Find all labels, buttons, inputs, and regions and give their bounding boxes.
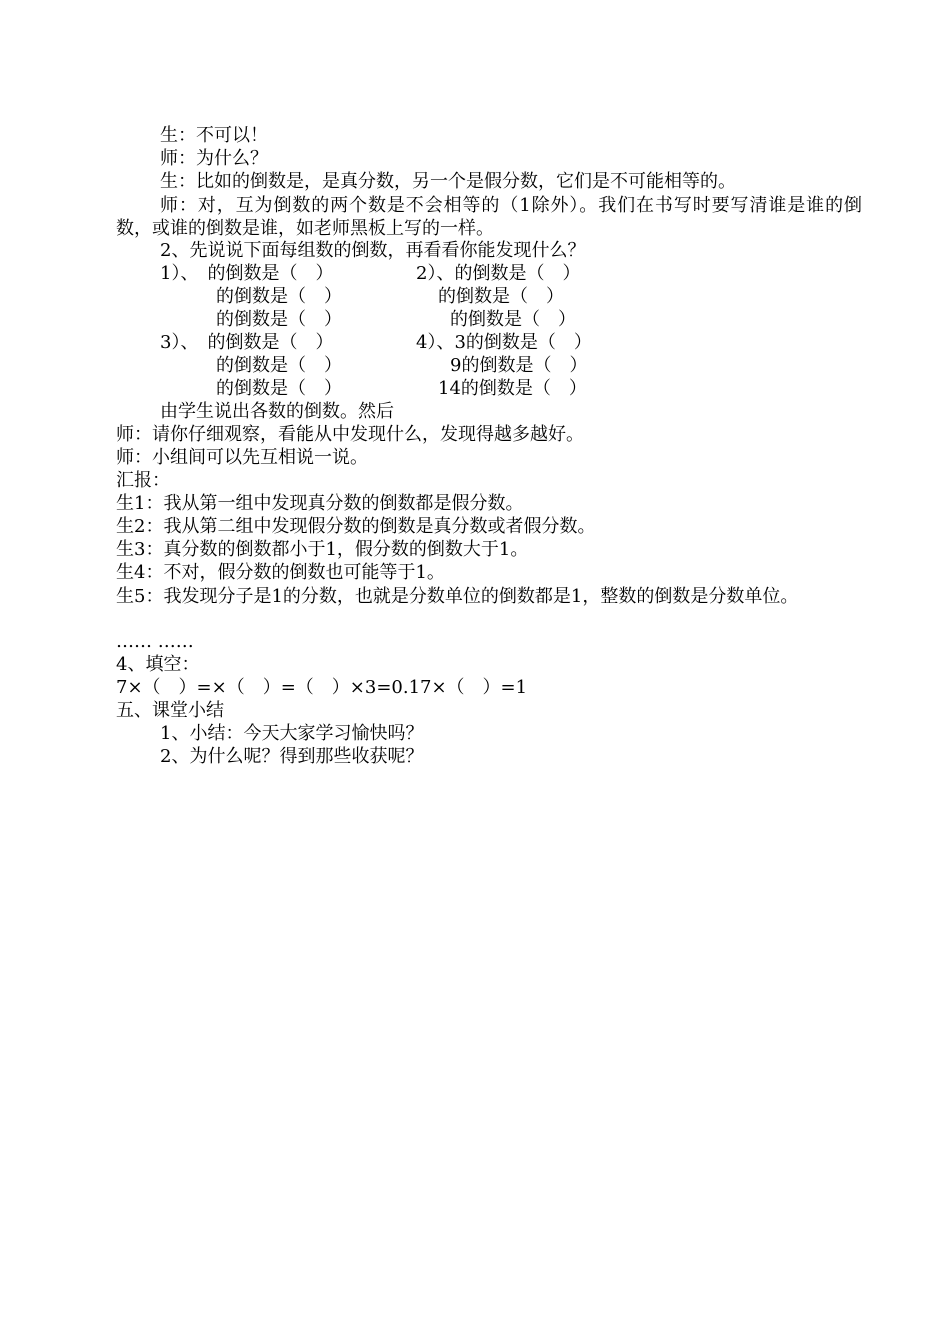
- group-3-item-2: 的倒数是（ ）: [216, 355, 342, 376]
- dialogue-teacher-observe: 师：请你仔细观察，看能从中发现什么，发现得越多越好。: [116, 424, 584, 445]
- fill-in-equation: 7×（ ）=×（ ）=（ ）×3=0.17×（ ）=1: [116, 677, 528, 698]
- report-student-4: 生4：不对，假分数的倒数也可能等于1。: [116, 562, 445, 583]
- report-student-5: 生5：我发现分子是1的分数，也就是分数单位的倒数都是1，整数的倒数是分数单位。: [116, 586, 799, 607]
- group-2-item-1: 2）、的倒数是（ ）: [416, 263, 581, 284]
- group-4-item-2: 9的倒数是（ ）: [450, 355, 588, 376]
- section-summary-heading: 五、课堂小结: [116, 700, 224, 721]
- dialogue-teacher-group: 师：小组间可以先互相说一说。: [116, 447, 368, 468]
- group-3-item-3: 的倒数是（ ）: [216, 378, 342, 399]
- group-1-item-1: 1）、 的倒数是（ ）: [160, 263, 334, 284]
- dialogue-student-answer: 生：不可以！: [160, 125, 268, 146]
- exercise-2-prompt: 2、先说说下面每组数的倒数，再看看你能发现什么？: [160, 240, 586, 261]
- student-answers-note: 由学生说出各数的倒数。然后: [160, 401, 394, 422]
- summary-item-1: 1、小结：今天大家学习愉快吗？: [160, 723, 424, 744]
- report-heading: 汇报：: [116, 470, 170, 491]
- dialogue-student-example: 生：比如的倒数是，是真分数，另一个是假分数，它们是不可能相等的。: [160, 171, 736, 192]
- dialogue-teacher-explanation: 师：对，互为倒数的两个数是不会相等的（1除外）。我们在书写时要写清谁是谁的倒数，或谁的倒数是谁，如老师黑板上写的一样。: [116, 195, 862, 239]
- report-student-3: 生3：真分数的倒数都小于1，假分数的倒数大于1。: [116, 539, 529, 560]
- group-3-item-1: 3）、 的倒数是（ ）: [160, 332, 334, 353]
- summary-item-2: 2、为什么呢？得到那些收获呢？: [160, 746, 424, 767]
- group-1-item-2: 的倒数是（ ）: [216, 286, 342, 307]
- group-4-item-3: 14的倒数是（ ）: [438, 378, 587, 399]
- group-2-item-2: 的倒数是（ ）: [438, 286, 564, 307]
- group-1-item-3: 的倒数是（ ）: [216, 309, 342, 330]
- group-4-item-1: 4）、3的倒数是（ ）: [416, 332, 592, 353]
- dialogue-teacher-question: 师：为什么？: [160, 148, 268, 169]
- report-student-1: 生1：我从第一组中发现真分数的倒数都是假分数。: [116, 493, 524, 514]
- fill-in-heading: 4、填空：: [116, 654, 200, 675]
- group-2-item-3: 的倒数是（ ）: [450, 309, 576, 330]
- report-student-2: 生2：我从第二组中发现假分数的倒数是真分数或者假分数。: [116, 516, 596, 537]
- ellipsis: …… ……: [116, 631, 194, 652]
